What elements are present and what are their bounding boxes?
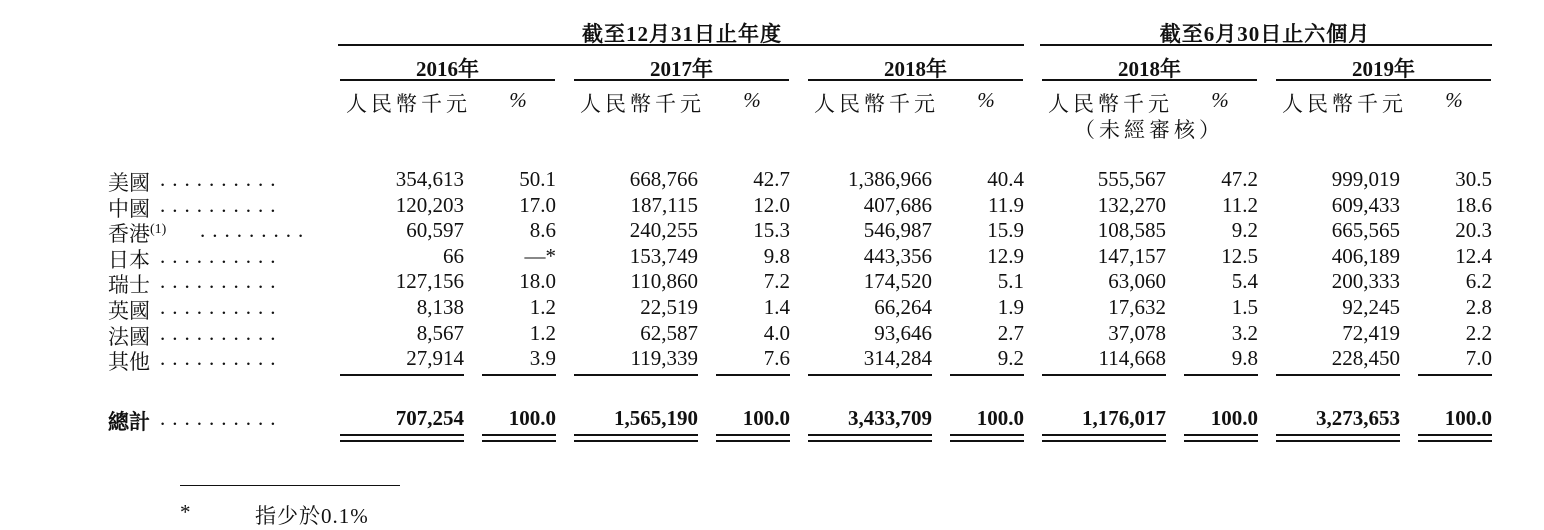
percent-cell: —* (524, 243, 556, 268)
amount-cell: 187,115 (630, 192, 698, 217)
subtotal-rule (1042, 374, 1166, 376)
percent-cell: 42.7 (753, 167, 790, 191)
unit-header: 人民幣千元 (1048, 92, 1173, 116)
amount-cell: 354,613 (395, 167, 464, 191)
year-header-2019-h1: 2019年 (1352, 57, 1415, 81)
total-amount-cell: 707,254 (395, 406, 464, 430)
year-rule-2018 (808, 79, 1023, 81)
amount-cell: 127,156 (395, 269, 464, 294)
amount-cell: 228,450 (1331, 346, 1400, 371)
subtotal-rule (808, 374, 932, 376)
amount-cell: 66,264 (874, 295, 932, 319)
row-label-text: 中國 (108, 196, 150, 221)
total-amount-cell: 3,273,653 (1316, 406, 1400, 430)
amount-cell: 407,686 (863, 192, 932, 217)
percent-cell: 12.4 (1455, 243, 1492, 268)
percent-cell: 1.2 (529, 320, 556, 345)
amount-cell: 63,060 (1108, 269, 1166, 294)
unit-header: 人民幣千元 (346, 92, 471, 116)
leader-dots: .......... (160, 269, 283, 294)
year-header-2016: 2016年 (416, 57, 479, 81)
percent-cell: 17.0 (519, 192, 556, 217)
group-rule-six-months (1040, 44, 1492, 46)
amount-cell: 668,766 (629, 167, 698, 191)
amount-cell: 665,565 (1331, 218, 1400, 243)
amount-cell: 27,914 (406, 346, 464, 371)
amount-cell: 120,203 (395, 192, 464, 217)
leader-dots: .......... (160, 320, 283, 345)
percent-cell: 18.0 (519, 269, 556, 294)
total-double-rule (1418, 434, 1492, 442)
percent-header: % (509, 88, 527, 112)
percent-cell: 1.2 (529, 295, 556, 319)
amount-cell: 93,646 (874, 320, 932, 345)
subtotal-rule (482, 374, 556, 376)
year-rule-2019-h1 (1276, 79, 1491, 81)
percent-cell: 7.6 (763, 346, 790, 371)
row-label (108, 346, 150, 376)
percent-cell: 2.2 (1465, 320, 1492, 345)
group-header-six-months: 截至6月30日止六個月 (1159, 22, 1371, 46)
percent-cell: 9.8 (1231, 346, 1258, 371)
row-label-text: 法國 (108, 324, 150, 349)
subtotal-rule (950, 374, 1024, 376)
amount-cell: 66 (443, 243, 464, 268)
percent-cell: 50.1 (519, 167, 556, 191)
amount-cell: 62,587 (640, 320, 698, 345)
unit-header: 人民幣千元 (1282, 92, 1407, 116)
row-label-text: 英國 (108, 299, 150, 323)
amount-cell: 1,386,966 (848, 167, 932, 191)
subtotal-rule (1184, 374, 1258, 376)
percent-cell: 11.9 (988, 192, 1024, 217)
percent-cell: 18.6 (1455, 192, 1492, 217)
amount-cell: 555,567 (1097, 167, 1166, 191)
amount-cell: 92,245 (1342, 295, 1400, 319)
group-rule-annual (338, 44, 1024, 46)
group-header-annual: 截至12月31日止年度 (582, 22, 782, 46)
percent-header: % (1445, 88, 1463, 112)
leader-dots: ......... (200, 218, 311, 243)
year-header-2018: 2018年 (884, 57, 947, 81)
percent-cell: 20.3 (1455, 218, 1492, 243)
year-rule-2017 (574, 79, 789, 81)
total-double-rule (1042, 434, 1166, 442)
amount-cell: 60,597 (406, 218, 464, 243)
percent-cell: 40.4 (987, 167, 1024, 191)
footnote-text: 指少於0.1% (255, 504, 369, 528)
amount-cell: 240,255 (629, 218, 698, 243)
total-double-rule (482, 434, 556, 442)
percent-header: % (743, 88, 761, 112)
amount-cell: 8,138 (416, 295, 464, 319)
amount-cell: 314,284 (863, 346, 932, 371)
unaudited-note: （未經審核） (1074, 118, 1224, 142)
leader-dots: .......... (160, 406, 283, 430)
percent-cell: 2.8 (1465, 295, 1492, 319)
subtotal-rule (574, 374, 698, 376)
amount-cell: 72,419 (1342, 320, 1400, 345)
total-double-rule (574, 434, 698, 442)
percent-cell: 5.1 (997, 269, 1024, 294)
row-label-text: 香港 (108, 222, 150, 247)
amount-cell: 17,632 (1108, 295, 1166, 319)
footnote-ref: (1) (150, 222, 167, 238)
percent-cell: 47.2 (1221, 167, 1258, 191)
total-percent-cell: 100.0 (1210, 406, 1258, 430)
footnote-marker: * (180, 500, 191, 524)
percent-cell: 1.4 (763, 295, 790, 319)
total-double-rule (340, 434, 464, 442)
amount-cell: 200,333 (1331, 269, 1400, 294)
percent-header: % (1211, 88, 1229, 112)
percent-cell: 3.9 (529, 346, 556, 371)
subtotal-rule (340, 374, 464, 376)
amount-cell: 147,157 (1097, 243, 1166, 268)
percent-cell: 15.9 (987, 218, 1024, 243)
row-label-text: 美國 (108, 171, 150, 195)
year-header-2018-h1: 2018年 (1118, 57, 1181, 81)
percent-cell: 3.2 (1231, 320, 1258, 345)
percent-cell: 1.9 (997, 295, 1024, 319)
percent-cell: 5.4 (1231, 269, 1258, 294)
row-label-text: 日本 (108, 247, 150, 272)
amount-cell: 132,270 (1097, 192, 1166, 217)
total-amount-cell: 3,433,709 (848, 406, 932, 430)
percent-cell: 9.2 (1231, 218, 1258, 243)
percent-cell: 7.2 (763, 269, 790, 294)
amount-cell: 153,749 (629, 243, 698, 268)
year-header-2017: 2017年 (650, 57, 713, 81)
amount-cell: 443,356 (863, 243, 932, 268)
subtotal-rule (1276, 374, 1400, 376)
amount-cell: 114,668 (1098, 346, 1166, 371)
percent-cell: 12.0 (753, 192, 790, 217)
amount-cell: 609,433 (1331, 192, 1400, 217)
percent-cell: 12.9 (987, 243, 1024, 268)
leader-dots: .......... (160, 346, 283, 371)
amount-cell: 108,585 (1097, 218, 1166, 243)
amount-cell: 174,520 (863, 269, 932, 294)
leader-dots: .......... (160, 243, 283, 268)
amount-cell: 8,567 (416, 320, 464, 345)
leader-dots: .......... (160, 192, 283, 217)
percent-cell: 12.5 (1221, 243, 1258, 268)
percent-cell: 4.0 (763, 320, 790, 345)
total-double-rule (808, 434, 932, 442)
percent-cell: 9.2 (997, 346, 1024, 371)
year-rule-2016 (340, 79, 555, 81)
percent-cell: 8.6 (529, 218, 556, 243)
year-rule-2018-h1 (1042, 79, 1257, 81)
amount-cell: 110,860 (630, 269, 698, 294)
leader-dots: .......... (160, 295, 283, 319)
unit-header: 人民幣千元 (580, 92, 705, 116)
footnote-rule (180, 485, 400, 486)
total-percent-cell: 100.0 (508, 406, 556, 430)
percent-cell: 7.0 (1465, 346, 1492, 371)
percent-header: % (977, 88, 995, 112)
total-amount-cell: 1,176,017 (1082, 406, 1166, 430)
amount-cell: 119,339 (630, 346, 698, 371)
percent-cell: 6.2 (1465, 269, 1492, 294)
amount-cell: 22,519 (640, 295, 698, 319)
leader-dots: .......... (160, 167, 283, 191)
total-label: 總計 (108, 410, 150, 434)
amount-cell: 37,078 (1108, 320, 1166, 345)
total-amount-cell: 1,565,190 (614, 406, 698, 430)
amount-cell: 999,019 (1331, 167, 1400, 191)
total-double-rule (1184, 434, 1258, 442)
row-label-text: 其他 (108, 350, 150, 375)
total-double-rule (950, 434, 1024, 442)
total-percent-cell: 100.0 (976, 406, 1024, 430)
total-double-rule (1276, 434, 1400, 442)
amount-cell: 406,189 (1331, 243, 1400, 268)
percent-cell: 11.2 (1222, 192, 1258, 217)
total-percent-cell: 100.0 (742, 406, 790, 430)
subtotal-rule (1418, 374, 1492, 376)
amount-cell: 546,987 (863, 218, 932, 243)
unit-header: 人民幣千元 (814, 92, 939, 116)
percent-cell: 15.3 (753, 218, 790, 243)
percent-cell: 1.5 (1231, 295, 1258, 319)
row-label-text: 瑞士 (108, 273, 150, 298)
total-double-rule (716, 434, 790, 442)
percent-cell: 2.7 (997, 320, 1024, 345)
total-percent-cell: 100.0 (1444, 406, 1492, 430)
percent-cell: 9.8 (763, 243, 790, 268)
percent-cell: 30.5 (1455, 167, 1492, 191)
subtotal-rule (716, 374, 790, 376)
